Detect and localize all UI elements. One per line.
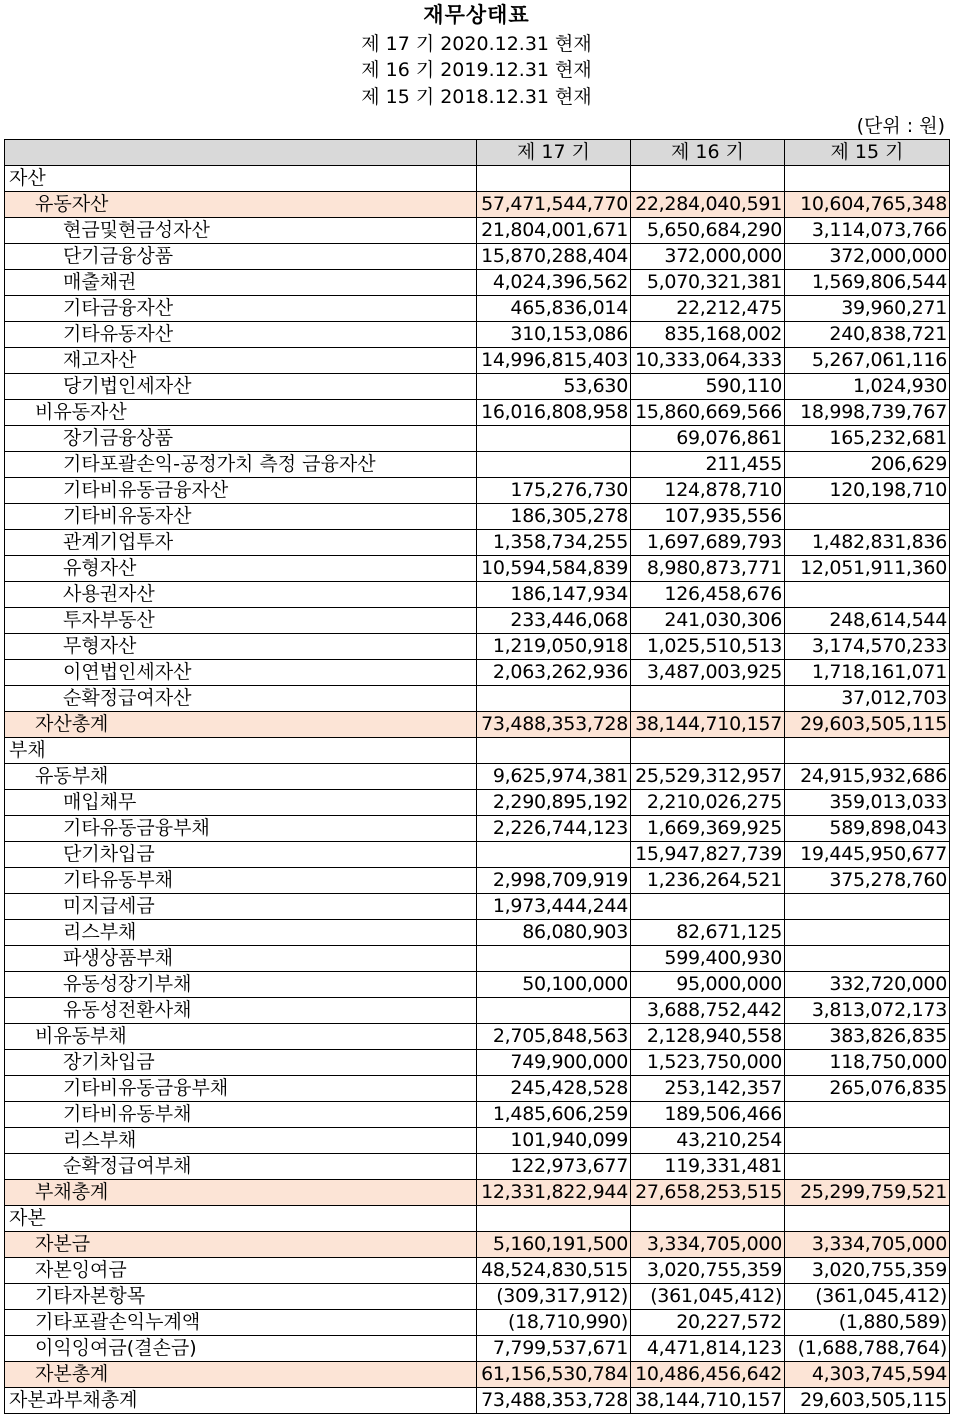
amount-cell: 245,428,528 — [477, 1076, 631, 1102]
account-label: 기타유동자산 — [5, 322, 477, 348]
table-row — [5, 1128, 950, 1154]
account-label: 기타포괄손익-공정가치 측정 금융자산 — [5, 452, 477, 478]
table-row — [5, 192, 950, 218]
amount-cell: 835,168,002 — [631, 322, 785, 348]
amount-cell: 3,813,072,173 — [785, 998, 950, 1024]
account-label: 유동성장기부채 — [5, 972, 477, 998]
account-label: 순확정급여부채 — [5, 1154, 477, 1180]
table-row — [5, 1102, 950, 1128]
amount-cell — [785, 582, 950, 608]
amount-cell: 359,013,033 — [785, 790, 950, 816]
table-row — [5, 1206, 950, 1232]
amount-cell: 211,455 — [631, 452, 785, 478]
amount-cell — [477, 426, 631, 452]
amount-cell: 29,603,505,115 — [785, 1388, 950, 1414]
amount-cell: 5,267,061,116 — [785, 348, 950, 374]
header-period-15: 제 15 기 — [785, 140, 950, 166]
amount-cell: 4,024,396,562 — [477, 270, 631, 296]
table-row — [5, 816, 950, 842]
amount-cell: 5,070,321,381 — [631, 270, 785, 296]
amount-cell: 3,174,570,233 — [785, 634, 950, 660]
amount-cell: 590,110 — [631, 374, 785, 400]
table-row — [5, 842, 950, 868]
amount-cell: 1,025,510,513 — [631, 634, 785, 660]
amount-cell: 372,000,000 — [631, 244, 785, 270]
amount-cell: 206,629 — [785, 452, 950, 478]
account-label: 투자부동산 — [5, 608, 477, 634]
amount-cell: 186,305,278 — [477, 504, 631, 530]
account-label: 기타비유동부채 — [5, 1102, 477, 1128]
unit-label: (단위 : 원) — [856, 115, 945, 137]
table-row — [5, 1388, 950, 1414]
amount-cell — [477, 842, 631, 868]
table-row — [5, 348, 950, 374]
account-label: 장기금융상품 — [5, 426, 477, 452]
amount-cell: 253,142,357 — [631, 1076, 785, 1102]
amount-cell: 73,488,353,728 — [477, 1388, 631, 1414]
amount-cell: 3,688,752,442 — [631, 998, 785, 1024]
amount-cell — [477, 738, 631, 764]
amount-cell: 2,290,895,192 — [477, 790, 631, 816]
amount-cell: (309,317,912) — [477, 1284, 631, 1310]
table-row — [5, 504, 950, 530]
amount-cell: 19,445,950,677 — [785, 842, 950, 868]
amount-cell: 8,980,873,771 — [631, 556, 785, 582]
account-label: 단기차입금 — [5, 842, 477, 868]
amount-cell: 383,826,835 — [785, 1024, 950, 1050]
table-row — [5, 218, 950, 244]
amount-cell — [785, 504, 950, 530]
amount-cell: 10,486,456,642 — [631, 1362, 785, 1388]
amount-cell: 50,100,000 — [477, 972, 631, 998]
amount-cell: 3,487,003,925 — [631, 660, 785, 686]
account-label: 유형자산 — [5, 556, 477, 582]
account-label: 관계기업투자 — [5, 530, 477, 556]
amount-cell: 107,935,556 — [631, 504, 785, 530]
amount-cell: 10,604,765,348 — [785, 192, 950, 218]
account-label: 순확정급여자산 — [5, 686, 477, 712]
amount-cell: 465,836,014 — [477, 296, 631, 322]
amount-cell: 186,147,934 — [477, 582, 631, 608]
amount-cell: 2,705,848,563 — [477, 1024, 631, 1050]
account-label: 장기차입금 — [5, 1050, 477, 1076]
amount-cell — [785, 946, 950, 972]
table-row — [5, 296, 950, 322]
amount-cell — [631, 166, 785, 192]
table-row — [5, 894, 950, 920]
table-row — [5, 166, 950, 192]
amount-cell: 3,114,073,766 — [785, 218, 950, 244]
table-row — [5, 712, 950, 738]
amount-cell: 1,697,689,793 — [631, 530, 785, 556]
account-label: 기타유동부채 — [5, 868, 477, 894]
amount-cell — [785, 1206, 950, 1232]
account-label: 기타유동금융부채 — [5, 816, 477, 842]
amount-cell — [785, 1128, 950, 1154]
amount-cell: 3,334,705,000 — [631, 1232, 785, 1258]
table-row — [5, 582, 950, 608]
amount-cell: 165,232,681 — [785, 426, 950, 452]
amount-cell: 27,658,253,515 — [631, 1180, 785, 1206]
table-row — [5, 270, 950, 296]
account-label: 단기금융상품 — [5, 244, 477, 270]
account-label: 파생상품부채 — [5, 946, 477, 972]
amount-cell: 118,750,000 — [785, 1050, 950, 1076]
account-label: 자산 — [5, 166, 477, 192]
account-label: 부채총계 — [5, 1180, 477, 1206]
account-label: 사용권자산 — [5, 582, 477, 608]
account-label: 유동성전환사채 — [5, 998, 477, 1024]
amount-cell: 61,156,530,784 — [477, 1362, 631, 1388]
table-row — [5, 660, 950, 686]
amount-cell: 332,720,000 — [785, 972, 950, 998]
amount-cell: 124,878,710 — [631, 478, 785, 504]
amount-cell: 372,000,000 — [785, 244, 950, 270]
amount-cell: 43,210,254 — [631, 1128, 785, 1154]
table-row — [5, 998, 950, 1024]
account-label: 기타금융자산 — [5, 296, 477, 322]
amount-cell: 24,915,932,686 — [785, 764, 950, 790]
amount-cell: 1,358,734,255 — [477, 530, 631, 556]
amount-cell: 25,299,759,521 — [785, 1180, 950, 1206]
amount-cell: 16,016,808,958 — [477, 400, 631, 426]
amount-cell: 48,524,830,515 — [477, 1258, 631, 1284]
amount-cell — [631, 738, 785, 764]
table-row — [5, 1050, 950, 1076]
account-label: 매출채권 — [5, 270, 477, 296]
amount-cell: 1,569,806,544 — [785, 270, 950, 296]
table-row — [5, 478, 950, 504]
table-row — [5, 790, 950, 816]
header-account — [5, 140, 477, 166]
amount-cell — [785, 738, 950, 764]
amount-cell: 1,219,050,918 — [477, 634, 631, 660]
table-row — [5, 868, 950, 894]
amount-cell: 1,973,444,244 — [477, 894, 631, 920]
amount-cell: 18,998,739,767 — [785, 400, 950, 426]
amount-cell: 3,334,705,000 — [785, 1232, 950, 1258]
table-row — [5, 920, 950, 946]
table-row — [5, 686, 950, 712]
amount-cell: 241,030,306 — [631, 608, 785, 634]
account-label: 기타비유동자산 — [5, 504, 477, 530]
amount-cell: 375,278,760 — [785, 868, 950, 894]
amount-cell: 20,227,572 — [631, 1310, 785, 1336]
header-period-16: 제 16 기 — [631, 140, 785, 166]
header-row — [5, 140, 950, 166]
amount-cell — [477, 166, 631, 192]
statement-title: 재무상태표 — [423, 3, 530, 27]
amount-cell: (361,045,412) — [631, 1284, 785, 1310]
table-row — [5, 1180, 950, 1206]
balance-sheet-table — [4, 139, 950, 1414]
amount-cell: 29,603,505,115 — [785, 712, 950, 738]
table-row — [5, 1284, 950, 1310]
amount-cell — [785, 894, 950, 920]
amount-cell: 38,144,710,157 — [631, 712, 785, 738]
amount-cell: 2,063,262,936 — [477, 660, 631, 686]
amount-cell: 22,212,475 — [631, 296, 785, 322]
amount-cell: 53,630 — [477, 374, 631, 400]
amount-cell: 38,144,710,157 — [631, 1388, 785, 1414]
table-row — [5, 1232, 950, 1258]
amount-cell: 9,625,974,381 — [477, 764, 631, 790]
account-label: 자산총계 — [5, 712, 477, 738]
amount-cell — [477, 686, 631, 712]
account-label: 부채 — [5, 738, 477, 764]
amount-cell: 248,614,544 — [785, 608, 950, 634]
table-row — [5, 1258, 950, 1284]
account-label: 현금및현금성자산 — [5, 218, 477, 244]
account-label: 기타비유동금융부채 — [5, 1076, 477, 1102]
amount-cell: 189,506,466 — [631, 1102, 785, 1128]
amount-cell: (361,045,412) — [785, 1284, 950, 1310]
amount-cell — [785, 1154, 950, 1180]
table-row — [5, 1336, 950, 1362]
table-row — [5, 738, 950, 764]
amount-cell — [631, 686, 785, 712]
amount-cell: 4,303,745,594 — [785, 1362, 950, 1388]
table-row — [5, 400, 950, 426]
amount-cell: 22,284,040,591 — [631, 192, 785, 218]
amount-cell: 7,799,537,671 — [477, 1336, 631, 1362]
table-row — [5, 244, 950, 270]
amount-cell — [631, 894, 785, 920]
amount-cell: 1,482,831,836 — [785, 530, 950, 556]
amount-cell: 86,080,903 — [477, 920, 631, 946]
amount-cell: (1,688,788,764) — [785, 1336, 950, 1362]
table-row — [5, 764, 950, 790]
table-row — [5, 946, 950, 972]
amount-cell: 37,012,703 — [785, 686, 950, 712]
amount-cell: 240,838,721 — [785, 322, 950, 348]
account-label: 리스부채 — [5, 1128, 477, 1154]
amount-cell: 3,020,755,359 — [631, 1258, 785, 1284]
amount-cell: (18,710,990) — [477, 1310, 631, 1336]
account-label: 당기법인세자산 — [5, 374, 477, 400]
amount-cell — [477, 1206, 631, 1232]
amount-cell: 12,051,911,360 — [785, 556, 950, 582]
amount-cell: 310,153,086 — [477, 322, 631, 348]
amount-cell: 57,471,544,770 — [477, 192, 631, 218]
amount-cell: 12,331,822,944 — [477, 1180, 631, 1206]
account-label: 리스부채 — [5, 920, 477, 946]
amount-cell: 120,198,710 — [785, 478, 950, 504]
table-row — [5, 530, 950, 556]
table-row — [5, 556, 950, 582]
amount-cell: 69,076,861 — [631, 426, 785, 452]
account-label: 자본과부채총계 — [5, 1388, 477, 1414]
account-label: 유동자산 — [5, 192, 477, 218]
table-row — [5, 1154, 950, 1180]
amount-cell: 122,973,677 — [477, 1154, 631, 1180]
amount-cell — [477, 998, 631, 1024]
amount-cell: 73,488,353,728 — [477, 712, 631, 738]
amount-cell: 599,400,930 — [631, 946, 785, 972]
amount-cell: 3,020,755,359 — [785, 1258, 950, 1284]
account-label: 유동부채 — [5, 764, 477, 790]
amount-cell: 15,860,669,566 — [631, 400, 785, 426]
amount-cell: 4,471,814,123 — [631, 1336, 785, 1362]
amount-cell: 10,594,584,839 — [477, 556, 631, 582]
table-row — [5, 374, 950, 400]
period-line-16: 제 16 기 2019.12.31 현재 — [361, 59, 592, 81]
amount-cell: 1,024,930 — [785, 374, 950, 400]
amount-cell: 1,718,161,071 — [785, 660, 950, 686]
period-line-17: 제 17 기 2020.12.31 현재 — [361, 33, 592, 55]
amount-cell — [785, 920, 950, 946]
account-label: 미지급세금 — [5, 894, 477, 920]
amount-cell: 21,804,001,671 — [477, 218, 631, 244]
table-row — [5, 972, 950, 998]
amount-cell: 175,276,730 — [477, 478, 631, 504]
amount-cell: 589,898,043 — [785, 816, 950, 842]
account-label: 자본 — [5, 1206, 477, 1232]
account-label: 무형자산 — [5, 634, 477, 660]
account-label: 기타자본항목 — [5, 1284, 477, 1310]
table-row — [5, 452, 950, 478]
account-label: 매입채무 — [5, 790, 477, 816]
period-line-15: 제 15 기 2018.12.31 현재 — [361, 86, 592, 108]
amount-cell: 101,940,099 — [477, 1128, 631, 1154]
amount-cell — [785, 166, 950, 192]
amount-cell: 39,960,271 — [785, 296, 950, 322]
table-row — [5, 426, 950, 452]
amount-cell: 2,128,940,558 — [631, 1024, 785, 1050]
account-label: 이익잉여금(결손금) — [5, 1336, 477, 1362]
table-row — [5, 1310, 950, 1336]
header-period-17: 제 17 기 — [477, 140, 631, 166]
amount-cell — [477, 452, 631, 478]
amount-cell: 95,000,000 — [631, 972, 785, 998]
account-label: 재고자산 — [5, 348, 477, 374]
amount-cell: 5,650,684,290 — [631, 218, 785, 244]
account-label: 비유동자산 — [5, 400, 477, 426]
amount-cell: 2,998,709,919 — [477, 868, 631, 894]
amount-cell: 1,485,606,259 — [477, 1102, 631, 1128]
amount-cell: 126,458,676 — [631, 582, 785, 608]
amount-cell — [631, 1206, 785, 1232]
amount-cell: 15,947,827,739 — [631, 842, 785, 868]
amount-cell: 15,870,288,404 — [477, 244, 631, 270]
amount-cell: 82,671,125 — [631, 920, 785, 946]
amount-cell: (1,880,589) — [785, 1310, 950, 1336]
account-label: 자본잉여금 — [5, 1258, 477, 1284]
amount-cell: 25,529,312,957 — [631, 764, 785, 790]
amount-cell: 233,446,068 — [477, 608, 631, 634]
amount-cell: 1,669,369,925 — [631, 816, 785, 842]
table-row — [5, 1076, 950, 1102]
amount-cell: 2,226,744,123 — [477, 816, 631, 842]
amount-cell: 2,210,026,275 — [631, 790, 785, 816]
account-label: 기타비유동금융자산 — [5, 478, 477, 504]
amount-cell: 1,236,264,521 — [631, 868, 785, 894]
account-label: 자본총계 — [5, 1362, 477, 1388]
account-label: 자본금 — [5, 1232, 477, 1258]
account-label: 이연법인세자산 — [5, 660, 477, 686]
amount-cell: 119,331,481 — [631, 1154, 785, 1180]
amount-cell: 10,333,064,333 — [631, 348, 785, 374]
amount-cell: 5,160,191,500 — [477, 1232, 631, 1258]
amount-cell: 749,900,000 — [477, 1050, 631, 1076]
amount-cell: 265,076,835 — [785, 1076, 950, 1102]
amount-cell: 1,523,750,000 — [631, 1050, 785, 1076]
account-label: 기타포괄손익누계액 — [5, 1310, 477, 1336]
amount-cell: 14,996,815,403 — [477, 348, 631, 374]
table-row — [5, 322, 950, 348]
amount-cell — [477, 946, 631, 972]
table-row — [5, 608, 950, 634]
account-label: 비유동부채 — [5, 1024, 477, 1050]
table-row — [5, 1024, 950, 1050]
amount-cell — [785, 1102, 950, 1128]
table-row — [5, 1362, 950, 1388]
table-row — [5, 634, 950, 660]
